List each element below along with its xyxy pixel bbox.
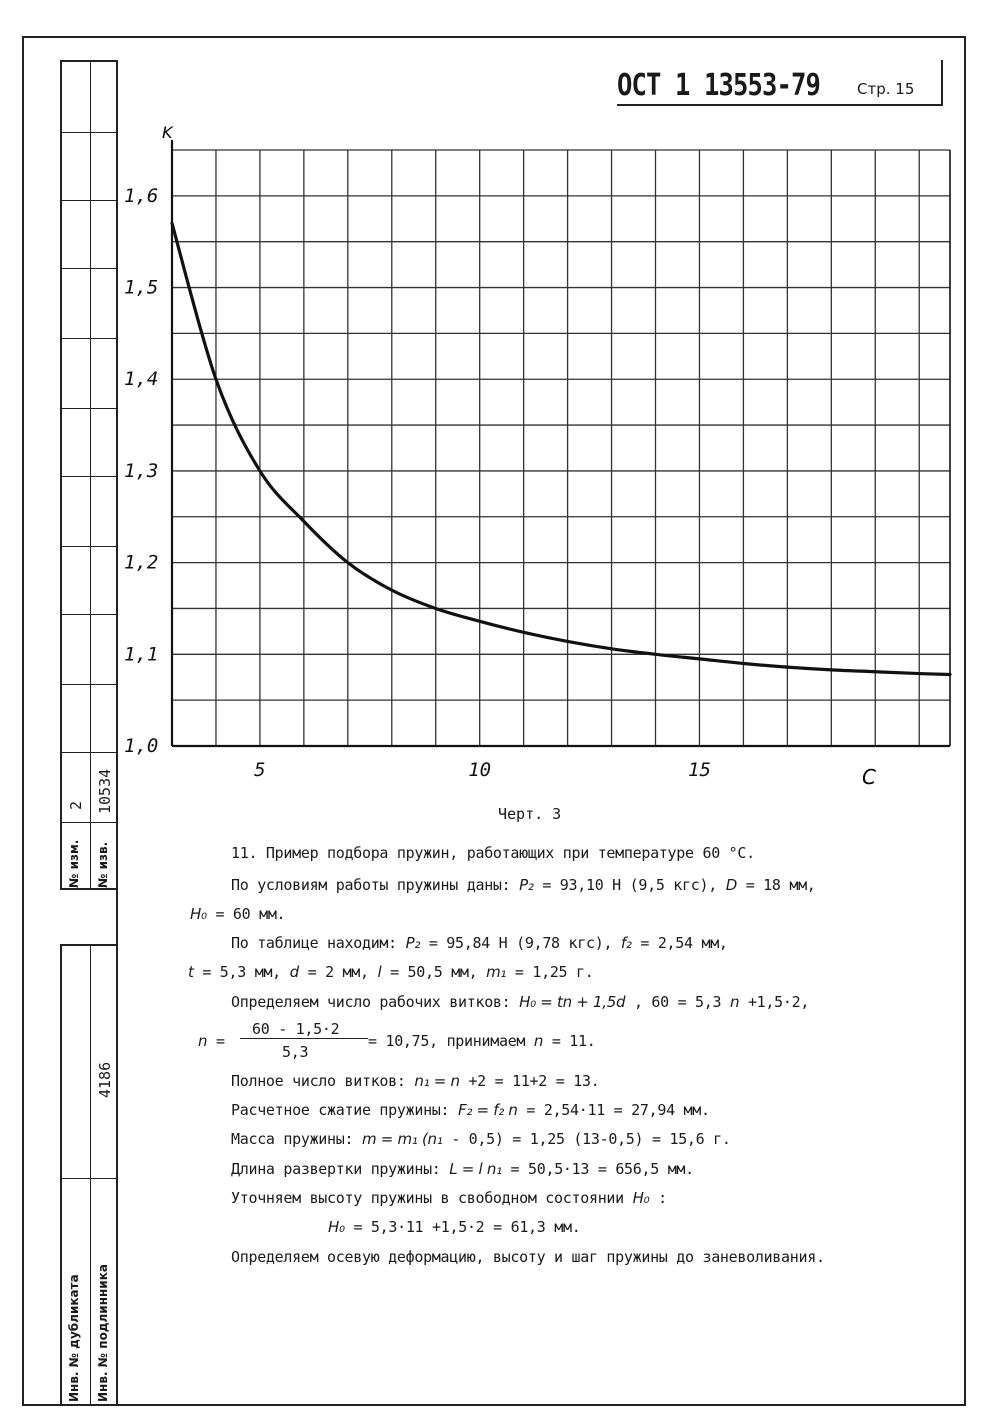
formula-n1: n₁ = n bbox=[414, 1072, 460, 1090]
text: = 50,5·13 = 656,5 мм. bbox=[510, 1160, 694, 1178]
text: Длина развертки пружины: bbox=[231, 1160, 441, 1178]
text: = 18 мм, bbox=[745, 876, 816, 894]
text: Расчетное сжатие пружины: bbox=[231, 1101, 450, 1119]
body-line-params bbox=[188, 963, 593, 981]
symbol-p2: P₂ bbox=[405, 934, 421, 952]
text: = 2 мм, bbox=[307, 963, 369, 981]
formula-f2: F₂ = f₂ n bbox=[458, 1101, 518, 1119]
body-line-h0-result bbox=[328, 1218, 580, 1236]
text: : bbox=[658, 1189, 667, 1207]
text: По условиям работы пружины даны: bbox=[231, 876, 511, 894]
text: = 2,54·11 = 27,94 мм. bbox=[526, 1101, 710, 1119]
body-line-free-height bbox=[231, 1189, 667, 1207]
text: - 0,5) = 1,25 (13-0,5) = 15,6 г. bbox=[451, 1130, 731, 1148]
text: = 1,25 г. bbox=[514, 963, 594, 981]
y-tick-label: 1,1 bbox=[124, 643, 159, 666]
symbol-p2: P₂ bbox=[519, 876, 534, 894]
body-line-deformation: Определяем осевую деформацию, высоту и шаг пружины до заневоливания. bbox=[231, 1248, 825, 1266]
text: = 95,84 Н (9,78 кгс), bbox=[428, 934, 613, 952]
text: = 5,3 мм, bbox=[202, 963, 281, 981]
body-line-n-result bbox=[368, 1032, 596, 1050]
symbol-d: D bbox=[725, 876, 737, 894]
formula-l: L = l n₁ bbox=[449, 1160, 502, 1178]
text: = 11. bbox=[551, 1032, 596, 1050]
section-11-heading: 11. Пример подбора пружин, работающих при температуре 60 °С. bbox=[231, 844, 755, 862]
stamp-row bbox=[62, 822, 116, 823]
symbol-t: t bbox=[188, 963, 194, 981]
text: = 60 мм. bbox=[215, 905, 286, 923]
text: = 2,54 мм, bbox=[640, 934, 728, 952]
body-line-length bbox=[231, 1160, 694, 1178]
x-axis-label: C bbox=[862, 765, 876, 789]
page-number: Стр. 15 bbox=[857, 80, 915, 98]
change-no-value: 2 bbox=[67, 800, 85, 810]
text: , 60 = 5,3 bbox=[633, 993, 722, 1011]
y-tick-label: 1,2 bbox=[124, 551, 159, 574]
notice-no-label: № изв. bbox=[96, 841, 110, 888]
formula-m: m = m₁ (n₁ bbox=[361, 1130, 443, 1148]
y-tick-label: 1,6 bbox=[124, 184, 159, 207]
symbol-d: d bbox=[289, 963, 299, 981]
text: = bbox=[215, 1032, 225, 1050]
symbol-l: l bbox=[377, 963, 382, 981]
fraction-bar bbox=[240, 1038, 368, 1039]
y-tick-label: 1,4 bbox=[124, 368, 159, 391]
symbol-n: n bbox=[729, 993, 740, 1011]
inventory-stamp bbox=[60, 944, 118, 1406]
body-line-conditions bbox=[231, 876, 816, 894]
orig-inv-value: 4186 bbox=[96, 1061, 114, 1098]
symbol-m1: m₁ bbox=[486, 963, 507, 981]
text: Масса пружины: bbox=[231, 1130, 354, 1148]
text: = 93,10 Н (9,5 кгс), bbox=[542, 876, 717, 894]
x-tick-label: 5 bbox=[254, 759, 266, 781]
orig-inv-label: Инв. № подлинника bbox=[96, 1264, 110, 1402]
formula-h0: H₀ = tn + 1,5d bbox=[519, 993, 626, 1011]
symbol-n: n bbox=[198, 1032, 208, 1050]
x-tick-label: 15 bbox=[688, 759, 711, 781]
body-line-h0 bbox=[190, 905, 285, 923]
k-curve bbox=[172, 223, 950, 674]
notice-no-value: 10534 bbox=[96, 768, 114, 814]
x-tick-label: 10 bbox=[468, 759, 492, 781]
stamp-divider bbox=[90, 946, 91, 1404]
text: Определяем число рабочих витков: bbox=[231, 993, 511, 1011]
body-line-mass bbox=[231, 1130, 731, 1148]
symbol-h0: H₀ bbox=[632, 1189, 650, 1207]
symbol-h0: H₀ bbox=[328, 1218, 345, 1236]
fraction-denominator: 5,3 bbox=[282, 1043, 309, 1061]
symbol-f2: f₂ bbox=[620, 934, 632, 952]
text: Полное число витков: bbox=[231, 1072, 406, 1090]
text: +1,5·2, bbox=[747, 993, 810, 1011]
symbol-n: n bbox=[533, 1032, 544, 1050]
y-tick-label: 1,5 bbox=[124, 276, 159, 299]
text: = 50,5 мм, bbox=[390, 963, 478, 981]
document-code: ОСТ 1 13553-79 bbox=[617, 68, 821, 103]
text: По таблице находим: bbox=[231, 934, 397, 952]
change-no-label: № изм. bbox=[67, 839, 81, 888]
symbol-h0: H₀ bbox=[190, 905, 207, 923]
body-line-total-coils bbox=[231, 1072, 599, 1090]
body-line-coils bbox=[231, 993, 809, 1011]
dup-inv-label: Инв. № дубликата bbox=[67, 1274, 81, 1402]
body-line-compression bbox=[231, 1101, 710, 1119]
text: +2 = 11+2 = 13. bbox=[468, 1072, 600, 1090]
text: Уточняем высоту пружины в свободном состоянии bbox=[231, 1189, 624, 1207]
y-tick-label: 1,3 bbox=[124, 459, 159, 482]
stamp-row bbox=[62, 1178, 116, 1179]
symbol-n bbox=[198, 1032, 225, 1050]
figure-caption: Черт. 3 bbox=[498, 805, 562, 823]
fraction-numerator: 60 - 1,5·2 bbox=[252, 1020, 340, 1038]
y-tick-label: 1,0 bbox=[124, 735, 159, 757]
text: = 5,3·11 +1,5·2 = 61,3 мм. bbox=[353, 1218, 581, 1236]
body-line-table bbox=[231, 934, 728, 952]
y-axis-label: K bbox=[162, 123, 173, 142]
text: = 10,75, принимаем bbox=[368, 1032, 526, 1050]
